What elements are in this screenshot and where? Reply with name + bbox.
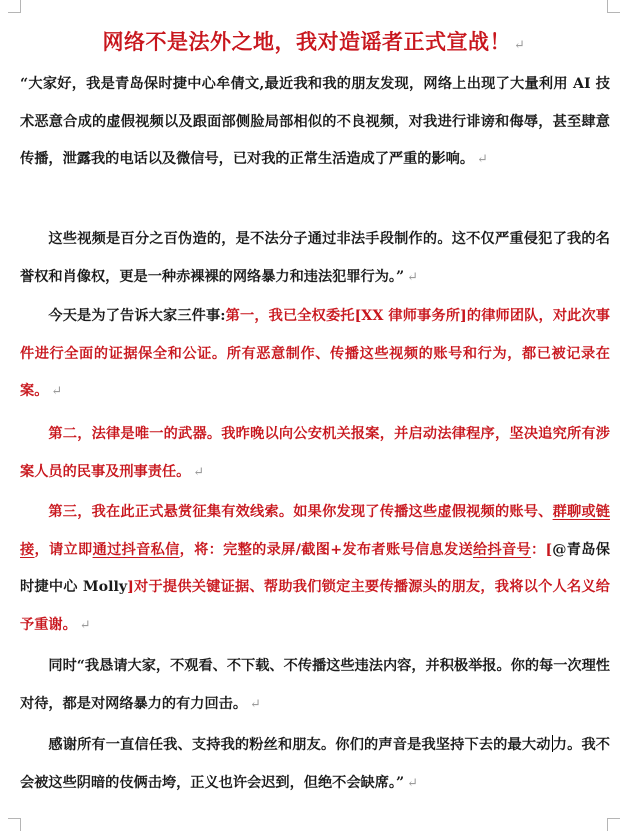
paragraph-text: 感谢所有一直信任我、支持我的粉丝和朋友。你们的声音是我坚持下去的最大动 — [48, 737, 551, 753]
paragraph-mark-icon: ↵ — [407, 775, 419, 791]
paragraph-mark-icon: ↵ — [407, 269, 419, 285]
paragraph-1[interactable] — [20, 66, 610, 179]
paragraph-mark-icon: ↵ — [514, 38, 526, 53]
paragraph-mark-icon: ↵ — [193, 464, 205, 480]
page-corner-mark — [607, 0, 620, 13]
paragraph-text: 今天是为了告诉大家三件事: — [48, 308, 226, 324]
underlined-text: 给抖音号 — [473, 541, 532, 558]
paragraph-mark-icon: ↵ — [477, 152, 488, 167]
paragraph-7[interactable] — [20, 727, 610, 802]
paragraph-4[interactable] — [20, 416, 610, 491]
account-handle-text: @青岛保时捷中心 Molly — [20, 541, 610, 595]
page-corner-mark — [607, 818, 620, 831]
highlighted-text: 第一，我已全权委托[XX 律师事务所]的律师团队，对此次事件进行全面的证据保全和公证。所有恶意制作、传播这些视频的账号和行为，都已被记录在案。 — [20, 308, 610, 399]
highlighted-text: ：[ — [531, 541, 553, 558]
paragraph-text: 力。我不会被这些阴暗的伎俩击垮，正义也许会迟到，但绝不会缺席。” — [20, 737, 610, 791]
paragraph-2[interactable] — [20, 221, 610, 296]
page-corner-mark — [8, 818, 21, 831]
title-text: 网络不是法外之地，我对造谣者正式宣战！ — [102, 29, 512, 54]
paragraph-text: “大家好，我是青岛保时捷中心牟倩文,最近我和我的朋友发现，网络上出现了大量利用 AI 技术恶意合成的虚假视频以及跟面部侧脸局部相似的不良视频，对我进行诽谤和侮辱，甚至肆意传播，泄露我的电话以及微信号，已对我的正常生活造成了严重的影响。 — [20, 76, 610, 167]
page-corner-mark — [8, 0, 21, 13]
paragraph-5[interactable] — [20, 494, 610, 644]
underlined-text: 群聊或链接 — [20, 504, 610, 558]
underlined-text: 通过抖音私信 — [92, 541, 180, 558]
document-title[interactable] — [0, 26, 628, 56]
highlighted-text: ，请立即 — [34, 541, 93, 558]
highlighted-text: 第二，法律是唯一的武器。我昨晚以向公安机关报案，并启动法律程序，坚决追究所有涉案人员的民事及刑事责任。 — [20, 426, 610, 480]
paragraph-3[interactable] — [20, 298, 610, 411]
paragraph-6[interactable] — [20, 648, 610, 723]
highlighted-text: ，将：完整的录屏/截图+发布者账号信息发送 — [179, 541, 473, 558]
highlighted-text: ]对于提供关键证据、帮助我们锁定主要传播源头的朋友，我将以个人名义给予重谢。 — [20, 579, 610, 633]
paragraph-mark-icon: ↵ — [250, 696, 261, 712]
paragraph-text: 这些视频是百分之百伪造的，是不法分子通过非法手段制作的。这不仅严重侵犯了我的名誉权和肖像权，更是一种赤裸裸的网络暴力和违法犯罪行为。” — [20, 231, 610, 285]
highlighted-text: 第三，我在此正式悬赏征集有效线索。如果你发现了传播这些虚假视频的账号、 — [48, 504, 553, 520]
paragraph-mark-icon: ↵ — [51, 384, 63, 399]
paragraph-mark-icon: ↵ — [79, 617, 91, 633]
paragraph-text: 同时“我恳请大家，不观看、不下载、不传播这些违法内容，并积极举报。你的每一次理性对待，都是对网络暴力的有力回击。 — [20, 658, 610, 712]
